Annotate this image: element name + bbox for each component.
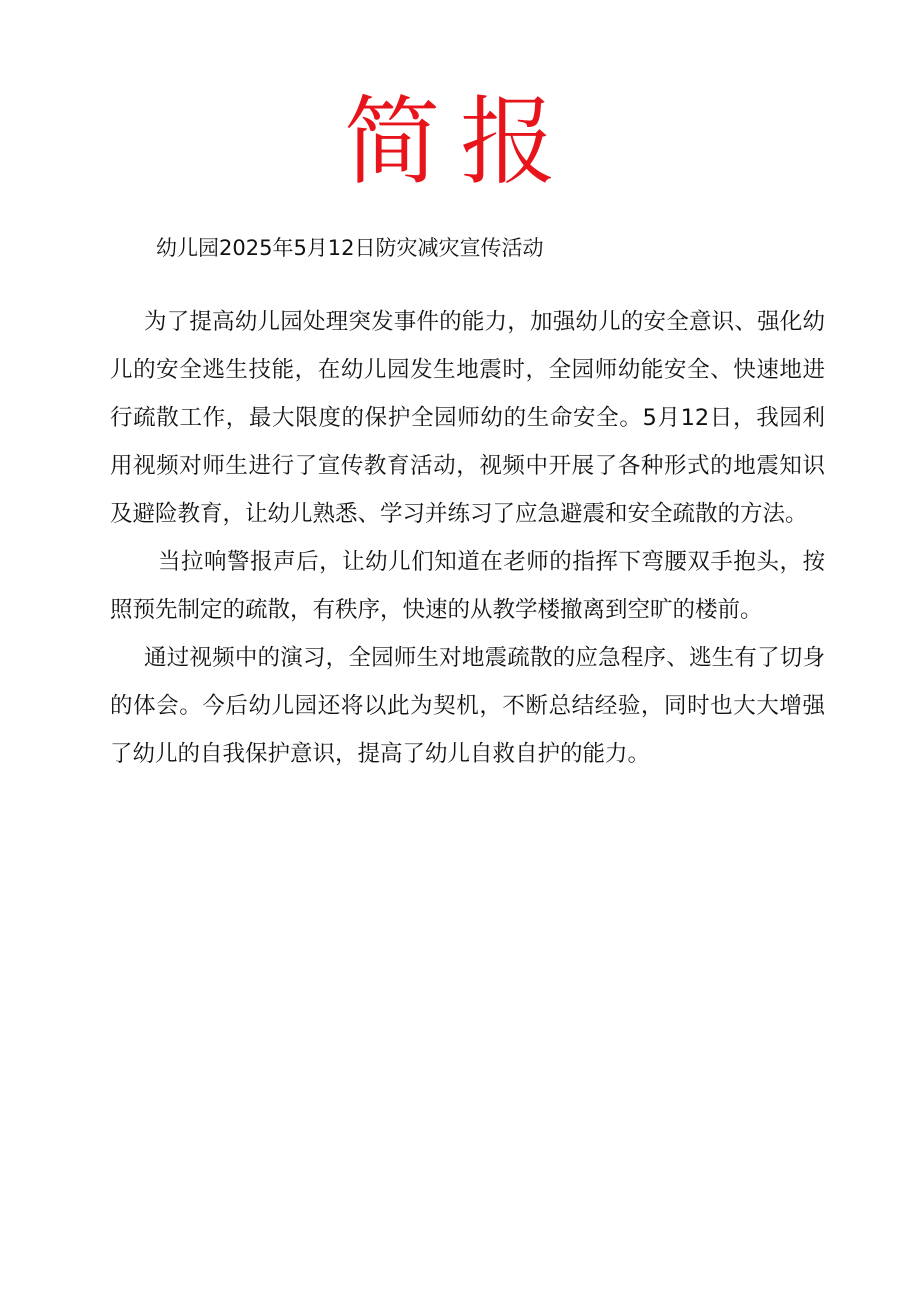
paragraph-alarm: 当拉响警报声后，让幼儿们知道在老师的指挥下弯腰双手抱头，按照预先制定的疏散，有秩序，快速的从教学楼撤离到空旷的楼前。 (110, 549, 825, 623)
document-body (110, 298, 825, 778)
document-subtitle: 幼儿园2025年5月12日防灾减灾宣传活动 (156, 236, 544, 260)
paragraph-intro: 为了提高幼儿园处理突发事件的能力，加强幼儿的安全意识、强化幼儿的安全逃生技能，在幼儿园发生地震时，全园师幼能安全、快速地进行疏散工作，最大限度的保护全园师幼的生命安全。5月12日，我园利用视频对师生进行了宣传教育活动，视频中开展了各种形式的地震知识及避险教育，让幼儿熟悉、学习并练习了应急避震和安全疏散的方法。 (110, 309, 825, 527)
document-title: 简报 (344, 86, 576, 198)
paragraph-summary: 通过视频中的演习，全园师生对地震疏散的应急程序、逃生有了切身的体会。今后幼儿园还将以此为契机，不断总结经验，同时也大大增强了幼儿的自我保护意识，提高了幼儿自救自护的能力。 (110, 645, 825, 767)
